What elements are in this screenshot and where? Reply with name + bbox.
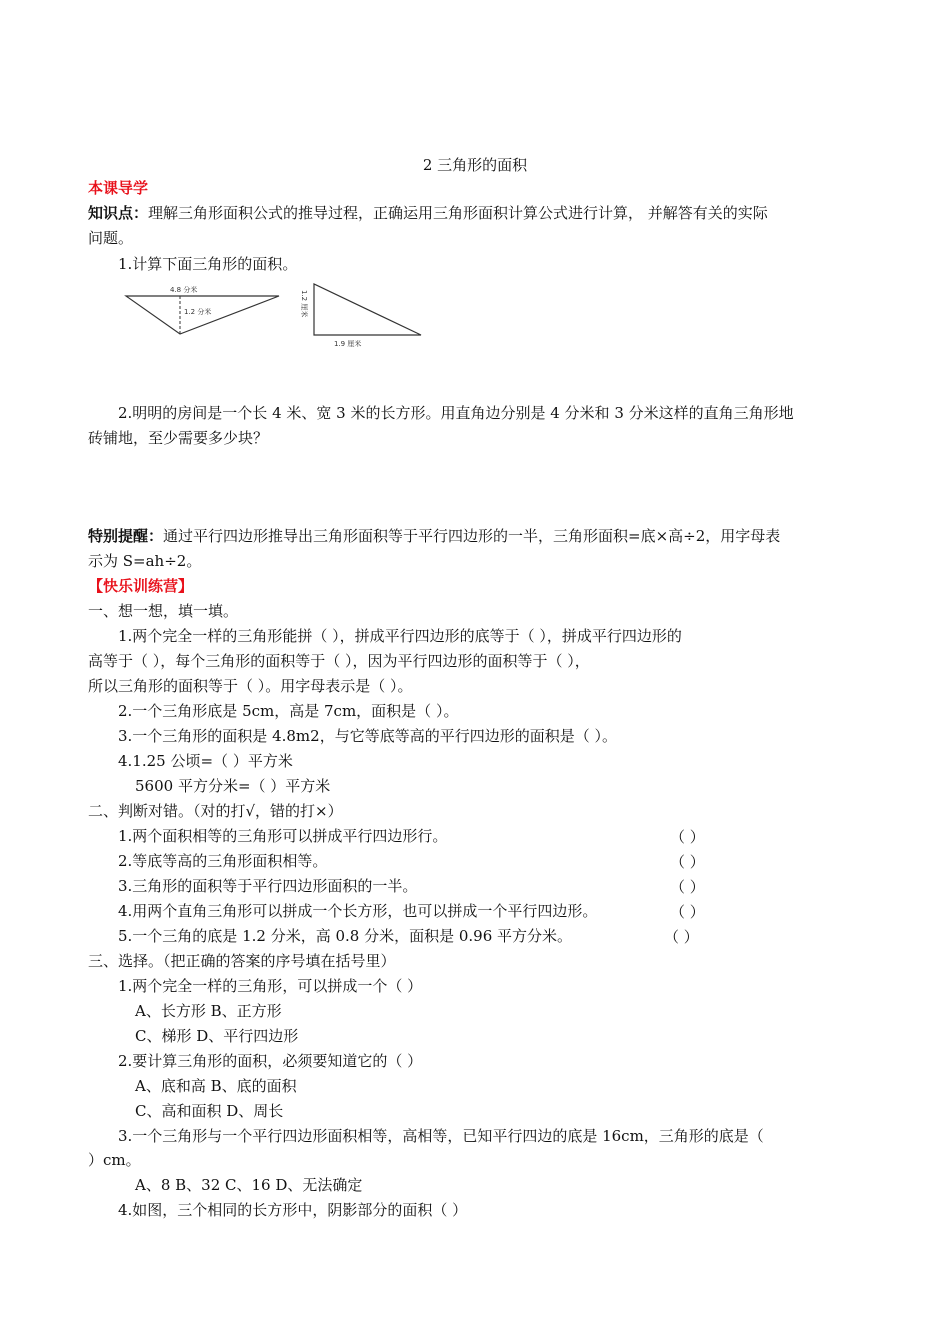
s2-item-2: 2.等底等高的三角形面积相等。	[118, 852, 328, 870]
s3-question-1-options-ab: A、长方形 B、正方形	[135, 1002, 282, 1020]
knowledge-paragraph	[88, 203, 768, 223]
s3-question-3-line-1: 3.一个三角形与一个平行四边形面积相等，高相等，已知平行四边的底是 16cm，三角形的底是（	[118, 1127, 764, 1145]
s2-item-2-answer: （ ）	[670, 853, 705, 871]
s1-question-4b: 5600 平方分米=（ ）平方米	[135, 777, 331, 795]
tip-paragraph	[88, 526, 780, 546]
s2-item-4-answer: （ ）	[670, 903, 705, 921]
section-3-heading: 三、选择。（把正确的答案的序号填在括号里）	[88, 952, 396, 970]
s3-question-2-options-cd: C、高和面积 D、周长	[135, 1102, 284, 1120]
question-2-line-1: 2.明明的房间是一个长 4 米、宽 3 米的长方形。用直角边分别是 4 分米和 3 分米这样的直角三角形地	[118, 404, 794, 422]
tip-text-continued: 示为 S=ah÷2。	[88, 552, 202, 570]
s3-question-1: 1.两个完全一样的三角形，可以拼成一个（ ）	[118, 977, 423, 995]
s1-question-1-line-1: 1.两个完全一样的三角形能拼（ ），拼成平行四边形的底等于（ ），拼成平行四边形的	[118, 627, 682, 645]
s3-question-3-line-2: ）cm。	[88, 1151, 141, 1169]
triangle-1-base-label: 4.8 分米	[170, 286, 198, 294]
triangle-2-side-label: 1.2 厘米	[300, 290, 308, 318]
question-1: 1.计算下面三角形的面积。	[118, 255, 298, 273]
s1-question-2: 2.一个三角形底是 5cm，高是 7cm，面积是（ ）。	[118, 702, 459, 720]
s3-question-4: 4.如图，三个相同的长方形中，阴影部分的面积（ ）	[118, 1201, 468, 1219]
s2-item-1-answer: （ ）	[670, 828, 705, 846]
knowledge-label: 知识点：	[88, 204, 149, 222]
knowledge-text-continued: 问题。	[88, 229, 134, 247]
tip-text: 通过平行四边形推导出三角形面积等于平行四边形的一半，三角形面积=底×高÷2，用字母表	[163, 527, 781, 545]
s3-question-2: 2.要计算三角形的面积，必须要知道它的（ ）	[118, 1052, 423, 1070]
s3-question-2-options-ab: A、底和高 B、底的面积	[135, 1077, 297, 1095]
triangle-figure-1	[124, 282, 284, 340]
tip-label: 特别提醒：	[88, 527, 164, 545]
s2-item-4: 4.用两个直角三角形可以拼成一个长方形，也可以拼成一个平行四边形。	[118, 902, 598, 920]
triangle-figure-2	[294, 280, 426, 350]
triangle-1-height-label: 1.2 分米	[184, 308, 212, 316]
s1-question-1-line-3: 所以三角形的面积等于（ ）。用字母表示是（ ）。	[88, 677, 413, 695]
s3-question-1-options-cd: C、梯形 D、平行四边形	[135, 1027, 299, 1045]
s1-question-4a: 4.1.25 公顷=（ ）平方米	[118, 752, 293, 770]
s2-item-5: 5.一个三角的底是 1.2 分米，高 0.8 分米，面积是 0.96 平方分米。	[118, 927, 573, 945]
page-title: 2 三角形的面积	[422, 156, 528, 174]
s2-item-1: 1.两个面积相等的三角形可以拼成平行四边形行。	[118, 827, 448, 845]
s2-item-3-answer: （ ）	[670, 878, 705, 896]
s2-item-5-answer: （ ）	[664, 928, 699, 946]
section-guide-heading: 本课导学	[88, 179, 149, 197]
question-2-line-2: 砖铺地，至少需要多少块？	[88, 429, 269, 447]
s2-item-3: 3.三角形的面积等于平行四边形面积的一半。	[118, 877, 418, 895]
triangle-2-shape	[314, 284, 421, 335]
s1-question-1-line-2: 高等于（ ），每个三角形的面积等于（ ），因为平行四边形的面积等于（ ），	[88, 652, 590, 670]
triangle-2-base-label: 1.9 厘米	[334, 340, 362, 348]
section-2-heading: 二、判断对错。（对的打√，错的打×）	[88, 802, 343, 820]
knowledge-text: 理解三角形面积公式的推导过程，正确运用三角形面积计算公式进行计算， 并解答有关的实际	[148, 204, 768, 222]
training-camp-heading: 【快乐训练营】	[88, 577, 194, 595]
s1-question-3: 3.一个三角形的面积是 4.8m2，与它等底等高的平行四边形的面积是（ ）。	[118, 727, 617, 745]
s3-question-3-options: A、8 B、32 C、16 D、无法确定	[135, 1176, 363, 1194]
section-1-heading: 一、想一想，填一填。	[88, 602, 239, 620]
